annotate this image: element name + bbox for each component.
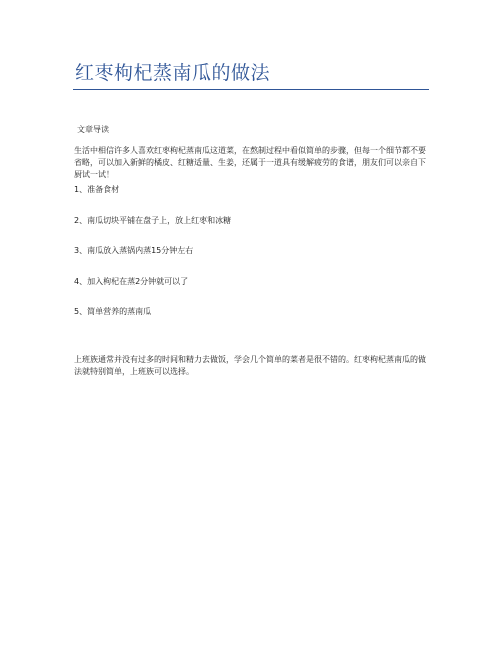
step-item: 4、加入枸杞在蒸2分钟就可以了 [74,276,189,286]
step-item: 5、简单营养的蒸南瓜 [74,307,152,317]
page-title: 红枣枸杞蒸南瓜的做法 [75,62,271,84]
outro-paragraph: 上班族通常并没有过多的时间和精力去做饭，学会几个简单的菜者是很不错的。红枣枸杞蒸南瓜的做法就特别简单，上班族可以选择。 [74,355,426,376]
guide-label: 文章导读 [77,125,109,134]
steps-list [74,184,231,337]
intro-paragraph: 生活中相信许多人喜欢红枣枸杞蒸南瓜这道菜，在熬制过程中看似简单的步骤，但每一个细节都不要省略，可以加入新鲜的橘皮、红糖适量、生姜，还属于一道具有缓解疲劳的食谱，朋友们可以亲自下厨试一试！ [74,146,426,179]
title-underline [73,89,429,90]
step-item: 3、南瓜放入蒸锅内蒸15分钟左右 [74,246,194,256]
step-item: 1、准备食材 [74,185,120,194]
step-item: 2、南瓜切块平铺在盘子上，放上红枣和冰糖 [74,215,232,225]
